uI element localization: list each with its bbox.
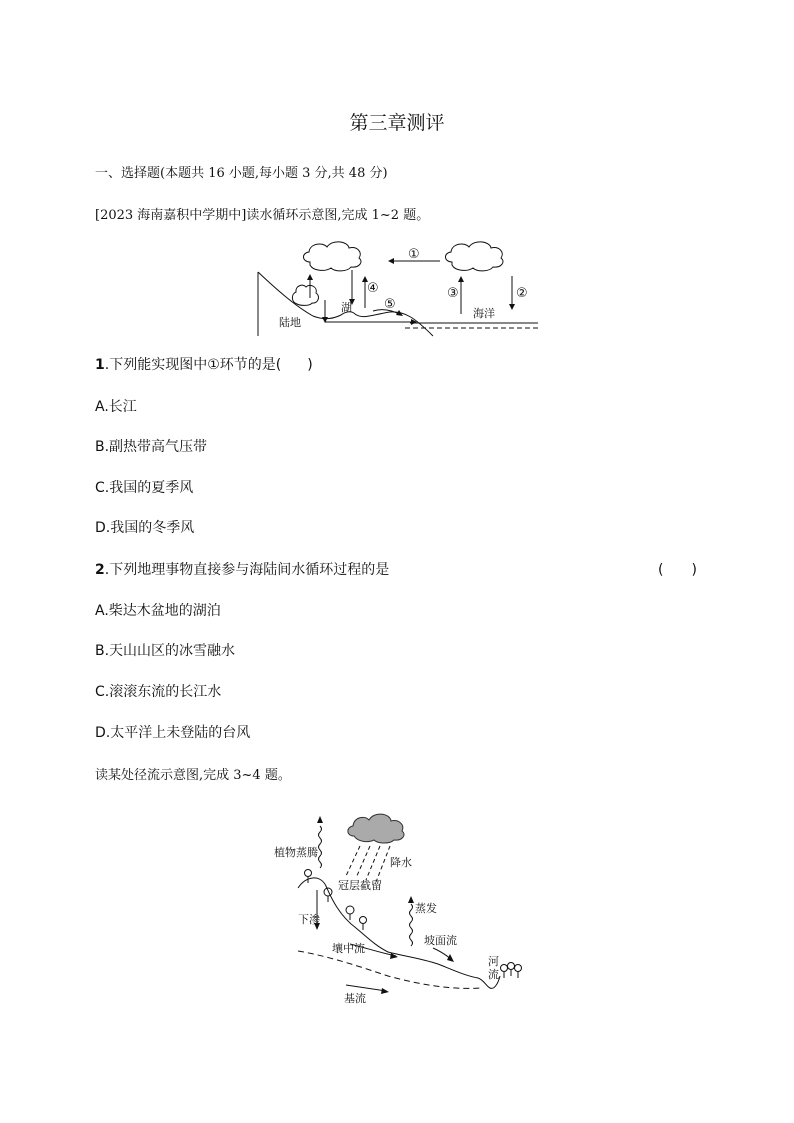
question-1 <box>95 354 313 374</box>
question-1-option-c: C.我国的夏季风 <box>95 480 194 496</box>
cloud-icon <box>348 814 404 843</box>
label-land: 陆地 <box>279 316 301 329</box>
question-2-stem: .下列地理事物直接参与海陆间水循环过程的是 <box>104 562 390 578</box>
question-1-stem: .下列能实现图中①环节的是( <box>104 357 282 373</box>
question-2-option-d: D.太平洋上未登陆的台风 <box>95 725 251 741</box>
question-1-option-d: D.我国的冬季风 <box>95 520 195 536</box>
label-4: ④ <box>367 281 379 296</box>
cloud-right <box>445 242 503 271</box>
label-precipitation: 降水 <box>390 856 412 869</box>
label-river-2: 流 <box>488 968 499 981</box>
label-3: ③ <box>447 286 459 301</box>
label-transpiration: 植物蒸腾 <box>274 846 318 859</box>
question-2-option-c: C.滚滚东流的长江水 <box>95 684 222 700</box>
tree-icon <box>501 965 508 972</box>
page-title: 第三章测评 <box>349 112 445 134</box>
hill-surface <box>298 878 500 988</box>
tree-icon <box>508 963 515 970</box>
tree-icon <box>360 917 367 924</box>
tree-icon <box>305 870 312 877</box>
question-2 <box>95 559 389 579</box>
label-infiltration: 下渗 <box>298 913 320 926</box>
label-river-1: 河 <box>488 955 499 968</box>
cloud-left <box>303 242 361 271</box>
label-ocean: 海洋 <box>473 307 495 320</box>
label-baseflow: 基流 <box>344 992 366 1005</box>
tree-icon <box>292 285 318 305</box>
label-lake: 湖 <box>341 301 352 314</box>
tree-icon <box>346 906 354 914</box>
label-interflow: 壤中流 <box>332 942 365 955</box>
label-overland-flow: 坡面流 <box>424 934 457 947</box>
question-1-number: 1 <box>95 357 105 373</box>
question-2-option-b: B.天山山区的冰雪融水 <box>95 643 236 659</box>
question-2-number: 2 <box>95 562 105 578</box>
question-1-option-a: A.长江 <box>95 399 137 415</box>
intro-1: [2023 海南嘉积中学期中]读水循环示意图,完成 1~2 题。 <box>95 208 430 223</box>
label-1: ① <box>408 247 420 262</box>
question-1-paren-close: ) <box>307 357 313 373</box>
label-2: ② <box>516 286 528 301</box>
question-2-option-a: A.柴达木盆地的湖泊 <box>95 603 221 619</box>
label-evaporation: 蒸发 <box>415 902 437 915</box>
question-2-paren: ( ) <box>658 562 697 578</box>
tree-icon <box>515 965 522 972</box>
intro-2: 读某处径流示意图,完成 3~4 题。 <box>95 768 291 783</box>
section-heading: 一、选择题(本题共 16 小题,每小题 3 分,共 48 分) <box>95 166 388 181</box>
label-5: ⑤ <box>384 297 396 312</box>
question-1-option-b: B.副热带高气压带 <box>95 439 208 455</box>
runoff-figure <box>268 806 530 1012</box>
water-cycle-figure <box>255 236 540 338</box>
tree-icon <box>324 888 332 896</box>
label-canopy-interception: 冠层截留 <box>338 879 382 892</box>
